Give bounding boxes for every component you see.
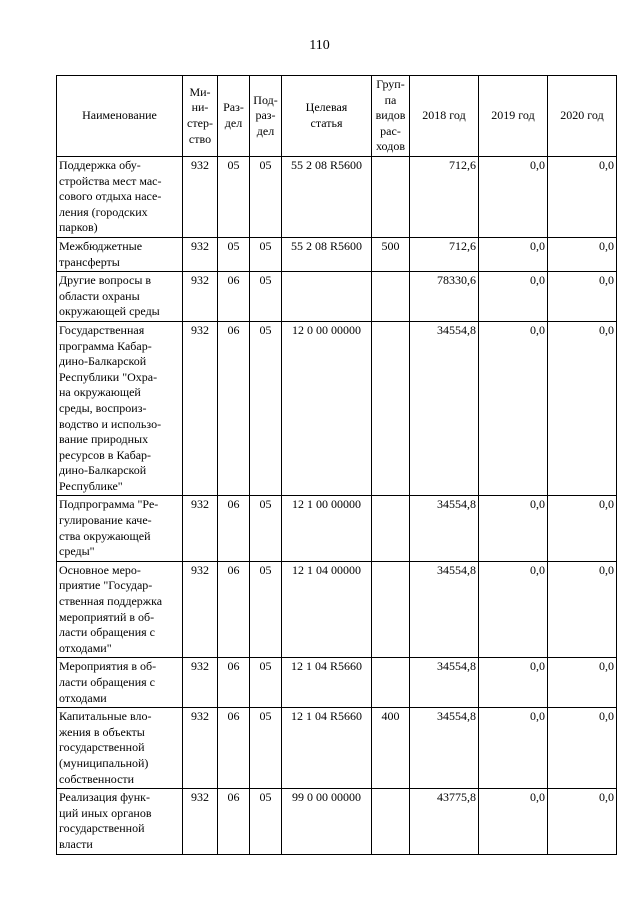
cell-2018: 78330,6 bbox=[410, 272, 479, 322]
cell-2020: 0,0 bbox=[548, 321, 617, 496]
cell-2018: 34554,8 bbox=[410, 658, 479, 708]
cell-2019: 0,0 bbox=[479, 496, 548, 561]
table-body bbox=[57, 157, 617, 855]
cell-group bbox=[372, 561, 410, 658]
cell-ministry: 932 bbox=[183, 561, 218, 658]
cell-2019: 0,0 bbox=[479, 561, 548, 658]
header-name: Наименование bbox=[57, 76, 183, 157]
header-2018: 2018 год bbox=[410, 76, 479, 157]
cell-section: 06 bbox=[218, 272, 250, 322]
cell-target: 99 0 00 00000 bbox=[282, 789, 372, 854]
cell-name: Другие вопросы в области охраны окружающей среды bbox=[57, 272, 183, 322]
table-row bbox=[57, 658, 617, 708]
cell-section: 06 bbox=[218, 561, 250, 658]
table-row bbox=[57, 237, 617, 271]
cell-2018: 34554,8 bbox=[410, 496, 479, 561]
header-group: Груп- па видов рас- ходов bbox=[372, 76, 410, 157]
cell-2020: 0,0 bbox=[548, 272, 617, 322]
cell-ministry: 932 bbox=[183, 321, 218, 496]
cell-2018: 34554,8 bbox=[410, 561, 479, 658]
cell-target: 55 2 08 R5600 bbox=[282, 157, 372, 238]
cell-group bbox=[372, 496, 410, 561]
header-section: Раз- дел bbox=[218, 76, 250, 157]
table-row bbox=[57, 321, 617, 496]
cell-2019: 0,0 bbox=[479, 321, 548, 496]
cell-subsection: 05 bbox=[250, 708, 282, 789]
cell-subsection: 05 bbox=[250, 272, 282, 322]
cell-2020: 0,0 bbox=[548, 157, 617, 238]
page-number: 110 bbox=[309, 38, 330, 53]
table-row bbox=[57, 272, 617, 322]
cell-ministry: 932 bbox=[183, 272, 218, 322]
cell-2020: 0,0 bbox=[548, 496, 617, 561]
cell-2019: 0,0 bbox=[479, 272, 548, 322]
cell-2019: 0,0 bbox=[479, 237, 548, 271]
cell-target: 12 1 04 R5660 bbox=[282, 708, 372, 789]
cell-name: Государственная программа Кабар- дино-Балкарской Республики "Охра- на окружающей среды, воспроиз- водство и использо- вание природных ресурсов в Кабар- дино-Балкарской Республике" bbox=[57, 321, 183, 496]
header-2019: 2019 год bbox=[479, 76, 548, 157]
cell-2018: 712,6 bbox=[410, 157, 479, 238]
cell-group bbox=[372, 658, 410, 708]
header-ministry: Ми- ни- стер- ство bbox=[183, 76, 218, 157]
cell-2020: 0,0 bbox=[548, 708, 617, 789]
cell-ministry: 932 bbox=[183, 157, 218, 238]
cell-ministry: 932 bbox=[183, 789, 218, 854]
cell-subsection: 05 bbox=[250, 237, 282, 271]
cell-subsection: 05 bbox=[250, 658, 282, 708]
cell-section: 06 bbox=[218, 708, 250, 789]
cell-2018: 43775,8 bbox=[410, 789, 479, 854]
cell-2018: 712,6 bbox=[410, 237, 479, 271]
table-row bbox=[57, 708, 617, 789]
table-row bbox=[57, 561, 617, 658]
cell-subsection: 05 bbox=[250, 321, 282, 496]
cell-2019: 0,0 bbox=[479, 708, 548, 789]
cell-group: 500 bbox=[372, 237, 410, 271]
table-row bbox=[57, 496, 617, 561]
cell-target: 12 1 04 00000 bbox=[282, 561, 372, 658]
cell-ministry: 932 bbox=[183, 237, 218, 271]
cell-2018: 34554,8 bbox=[410, 708, 479, 789]
cell-ministry: 932 bbox=[183, 496, 218, 561]
cell-section: 05 bbox=[218, 237, 250, 271]
cell-section: 06 bbox=[218, 789, 250, 854]
cell-2020: 0,0 bbox=[548, 561, 617, 658]
cell-2019: 0,0 bbox=[479, 789, 548, 854]
header-2020: 2020 год bbox=[548, 76, 617, 157]
cell-target: 12 1 04 R5660 bbox=[282, 658, 372, 708]
cell-section: 06 bbox=[218, 658, 250, 708]
cell-2018: 34554,8 bbox=[410, 321, 479, 496]
cell-ministry: 932 bbox=[183, 708, 218, 789]
cell-group bbox=[372, 272, 410, 322]
cell-target bbox=[282, 272, 372, 322]
cell-section: 06 bbox=[218, 321, 250, 496]
cell-group bbox=[372, 157, 410, 238]
table-header-row bbox=[57, 76, 617, 157]
cell-ministry: 932 bbox=[183, 658, 218, 708]
cell-name: Поддержка обу- стройства мест мас- сового отдыха насе- ления (городских парков) bbox=[57, 157, 183, 238]
cell-2019: 0,0 bbox=[479, 157, 548, 238]
cell-target: 12 1 00 00000 bbox=[282, 496, 372, 561]
cell-2020: 0,0 bbox=[548, 789, 617, 854]
cell-group bbox=[372, 321, 410, 496]
cell-2019: 0,0 bbox=[479, 658, 548, 708]
cell-name: Капитальные вло- жения в объекты государственной (муниципальной) собственности bbox=[57, 708, 183, 789]
cell-2020: 0,0 bbox=[548, 658, 617, 708]
cell-name: Подпрограмма "Ре- гулирование каче- ства окружающей среды" bbox=[57, 496, 183, 561]
cell-name: Межбюджетные трансферты bbox=[57, 237, 183, 271]
table-row bbox=[57, 157, 617, 238]
cell-target: 12 0 00 00000 bbox=[282, 321, 372, 496]
cell-subsection: 05 bbox=[250, 157, 282, 238]
cell-subsection: 05 bbox=[250, 789, 282, 854]
cell-name: Основное меро- приятие "Госудаp- ственная поддержка мероприятий в об- ласти обращения с отходами" bbox=[57, 561, 183, 658]
cell-group: 400 bbox=[372, 708, 410, 789]
header-subsection: Под- раз- дел bbox=[250, 76, 282, 157]
cell-group bbox=[372, 789, 410, 854]
cell-name: Реализация функ- ций иных органов государственной власти bbox=[57, 789, 183, 854]
cell-section: 05 bbox=[218, 157, 250, 238]
cell-subsection: 05 bbox=[250, 496, 282, 561]
cell-subsection: 05 bbox=[250, 561, 282, 658]
header-target: Целевая статья bbox=[282, 76, 372, 157]
budget-table bbox=[56, 75, 617, 855]
table-row bbox=[57, 789, 617, 854]
cell-target: 55 2 08 R5600 bbox=[282, 237, 372, 271]
cell-section: 06 bbox=[218, 496, 250, 561]
cell-name: Мероприятия в об- ласти обращения с отходами bbox=[57, 658, 183, 708]
cell-2020: 0,0 bbox=[548, 237, 617, 271]
